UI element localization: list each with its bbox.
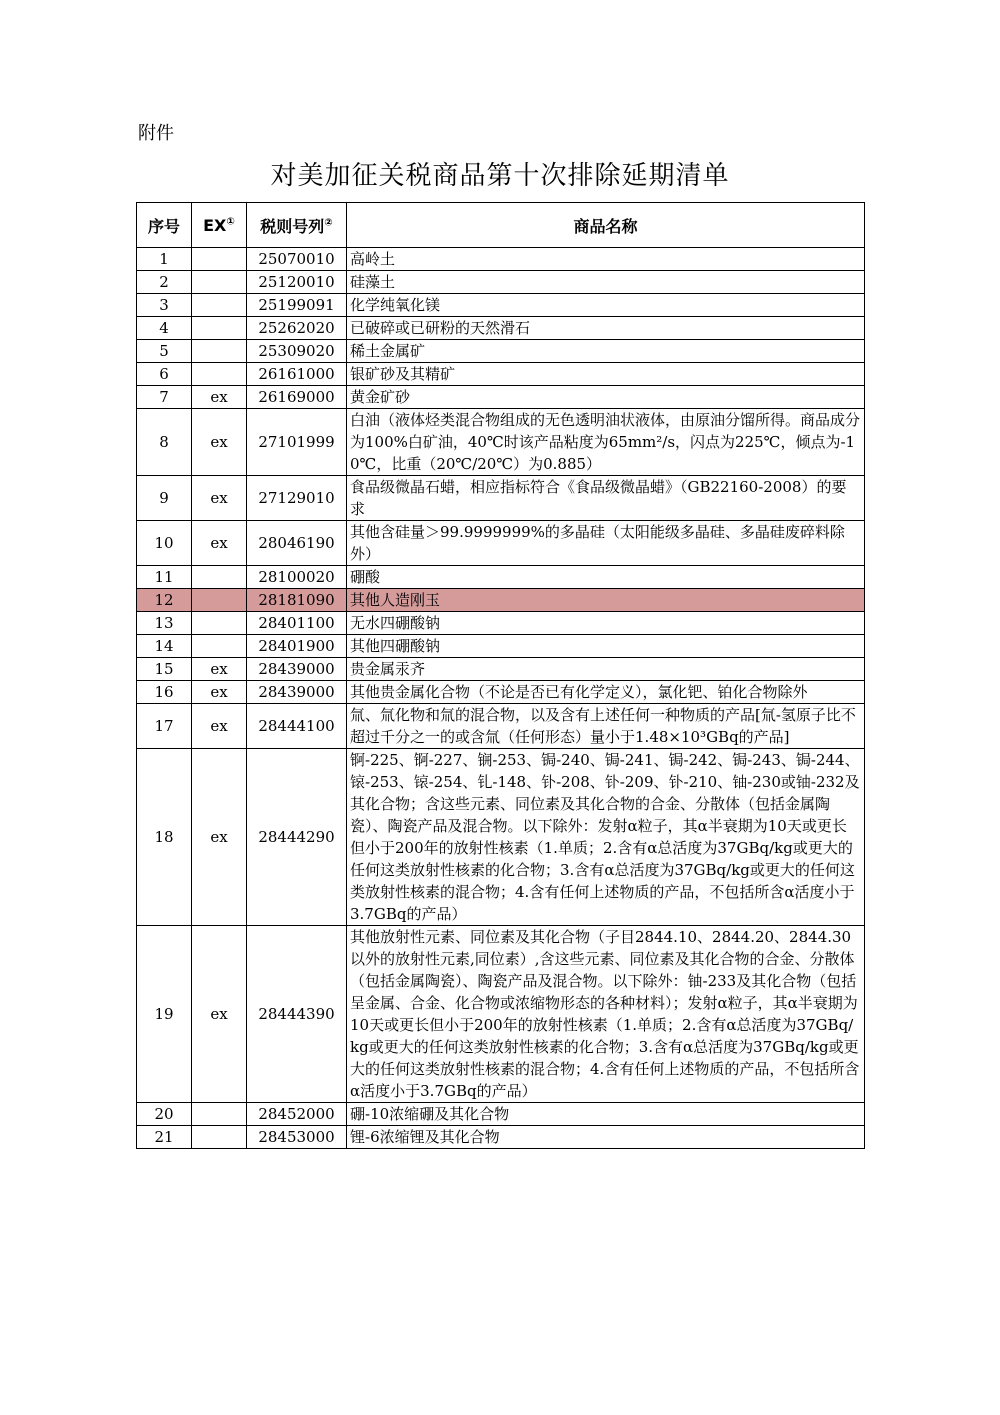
footnote-marker-2: ②	[324, 217, 333, 229]
cell-ex: ex	[192, 521, 247, 566]
cell-code: 25199091	[247, 294, 347, 317]
table-row	[137, 1126, 865, 1149]
cell-ex	[192, 317, 247, 340]
cell-name: 其他贵金属化合物（不论是否已有化学定义），氯化钯、铂化合物除外	[347, 681, 865, 704]
table-row	[137, 521, 865, 566]
cell-no: 20	[137, 1103, 192, 1126]
cell-ex: ex	[192, 681, 247, 704]
cell-ex	[192, 589, 247, 612]
cell-no: 10	[137, 521, 192, 566]
table-row	[137, 658, 865, 681]
cell-code: 28444290	[247, 749, 347, 926]
cell-code: 28444100	[247, 704, 347, 749]
cell-no: 18	[137, 749, 192, 926]
cell-ex: ex	[192, 476, 247, 521]
cell-name: 硼酸	[347, 566, 865, 589]
table-row	[137, 681, 865, 704]
cell-ex: ex	[192, 386, 247, 409]
cell-code: 28452000	[247, 1103, 347, 1126]
cell-ex	[192, 363, 247, 386]
cell-code: 26161000	[247, 363, 347, 386]
column-header-name-label: 商品名称	[573, 216, 638, 236]
table-row	[137, 566, 865, 589]
cell-code: 28046190	[247, 521, 347, 566]
table-row	[137, 1103, 865, 1126]
cell-name: 其他含硅量＞99.9999999%的多晶硅（太阳能级多晶硅、多晶硅废碎料除外）	[347, 521, 865, 566]
cell-ex: ex	[192, 704, 247, 749]
cell-no: 8	[137, 409, 192, 476]
table-header	[137, 203, 865, 248]
cell-ex: ex	[192, 409, 247, 476]
table-row	[137, 635, 865, 658]
cell-ex	[192, 248, 247, 271]
cell-name: 贵金属汞齐	[347, 658, 865, 681]
cell-name: 白油（液体烃类混合物组成的无色透明油状液体，由原油分馏所得。商品成分为100%白矿油，40℃时该产品粘度为65mm²/s，闪点为225℃，倾点为-10℃，比重（20℃/20℃）为0.885）	[347, 409, 865, 476]
cell-code: 28439000	[247, 658, 347, 681]
table-row	[137, 386, 865, 409]
cell-name: 氚、氚化物和氚的混合物，以及含有上述任何一种物质的产品[氚-氢原子比不超过千分之一的或含氚（任何形态）量小于1.48×10³GBq的产品]	[347, 704, 865, 749]
cell-no: 15	[137, 658, 192, 681]
cell-name: 已破碎或已研粉的天然滑石	[347, 317, 865, 340]
cell-name: 黄金矿砂	[347, 386, 865, 409]
cell-code: 28181090	[247, 589, 347, 612]
cell-ex	[192, 1103, 247, 1126]
cell-no: 19	[137, 926, 192, 1103]
cell-ex: ex	[192, 926, 247, 1103]
table-row	[137, 589, 865, 612]
cell-name: 锂-6浓缩锂及其化合物	[347, 1126, 865, 1149]
cell-code: 25120010	[247, 271, 347, 294]
cell-no: 3	[137, 294, 192, 317]
table-row	[137, 363, 865, 386]
cell-code: 27101999	[247, 409, 347, 476]
cell-code: 28401100	[247, 612, 347, 635]
cell-no: 7	[137, 386, 192, 409]
cell-ex	[192, 1126, 247, 1149]
cell-no: 13	[137, 612, 192, 635]
cell-name: 高岭土	[347, 248, 865, 271]
cell-code: 28401900	[247, 635, 347, 658]
cell-code: 25262020	[247, 317, 347, 340]
cell-name: 稀土金属矿	[347, 340, 865, 363]
column-header-ex	[192, 203, 247, 248]
document-title: 对美加征关税商品第十次排除延期清单	[270, 161, 730, 191]
column-header-name	[347, 203, 865, 248]
cell-no: 16	[137, 681, 192, 704]
cell-code: 26169000	[247, 386, 347, 409]
cell-ex	[192, 612, 247, 635]
cell-no: 17	[137, 704, 192, 749]
cell-name: 食品级微晶石蜡，相应指标符合《食品级微晶蜡》（GB22160-2008）的要求	[347, 476, 865, 521]
cell-no: 2	[137, 271, 192, 294]
attachment-label: 附件	[138, 123, 174, 144]
cell-name: 硼-10浓缩硼及其化合物	[347, 1103, 865, 1126]
cell-code: 25070010	[247, 248, 347, 271]
column-header-no	[137, 203, 192, 248]
cell-ex: ex	[192, 658, 247, 681]
table-row	[137, 294, 865, 317]
column-header-code	[247, 203, 347, 248]
cell-ex: ex	[192, 749, 247, 926]
cell-code: 28100020	[247, 566, 347, 589]
cell-name: 无水四硼酸钠	[347, 612, 865, 635]
cell-no: 11	[137, 566, 192, 589]
table-row	[137, 248, 865, 271]
table-row	[137, 271, 865, 294]
cell-name: 其他四硼酸钠	[347, 635, 865, 658]
cell-name: 锕-225、锕-227、锎-253、锔-240、锔-241、锔-242、锔-243、锔-244、锿-253、锿-254、钆-148、钋-208、钋-209、钋-210、铀-230或铀-232及其化合物；含这些元素、同位素及其化合物的合金、分散体（包括金属陶瓷）、陶瓷产品及混合物。以下除外：发射α粒子，其α半衰期为10天或更长但小于200年的放射性核素（1.单质；2.含有α总活度为37GBq/kg或更大的任何这类放射性核素的化合物；3.含有α总活度为37GBq/kg或更大的任何这类放射性核素的混合物；4.含有任何上述物质的产品，不包括所含α活度小于3.7GBq的产品）	[347, 749, 865, 926]
cell-no: 12	[137, 589, 192, 612]
column-header-ex-label: EX	[203, 215, 227, 235]
cell-name: 银矿砂及其精矿	[347, 363, 865, 386]
tariff-exclusion-table	[136, 202, 865, 1149]
cell-no: 9	[137, 476, 192, 521]
cell-code: 25309020	[247, 340, 347, 363]
column-header-no-label: 序号	[147, 216, 180, 236]
cell-ex	[192, 294, 247, 317]
column-header-code-label: 税则号列	[260, 216, 325, 236]
cell-ex	[192, 635, 247, 658]
cell-name: 其他人造刚玉	[347, 589, 865, 612]
cell-name: 其他放射性元素、同位素及其化合物（子目2844.10、2844.20、2844.30以外的放射性元素,同位素）,含这些元素、同位素及其化合物的合金、分散体（包括金属陶瓷）、陶瓷产品及混合物。以下除外：铀-233及其化合物（包括呈金属、合金、化合物或浓缩物形态的各种材料）；发射α粒子，其α半衰期为10天或更长但小于200年的放射性核素（1.单质；2.含有α总活度为37GBq/kg或更大的任何这类放射性核素的化合物；3.含有α总活度为37GBq/kg或更大的任何这类放射性核素的混合物；4.含有任何上述物质的产品，不包括所含α活度小于3.7GBq的产品）	[347, 926, 865, 1103]
cell-code: 28444390	[247, 926, 347, 1103]
cell-ex	[192, 566, 247, 589]
table-row	[137, 749, 865, 926]
cell-no: 1	[137, 248, 192, 271]
table-row	[137, 926, 865, 1103]
cell-name: 硅藻土	[347, 271, 865, 294]
cell-code: 28439000	[247, 681, 347, 704]
cell-name: 化学纯氧化镁	[347, 294, 865, 317]
table-row	[137, 317, 865, 340]
cell-no: 4	[137, 317, 192, 340]
cell-code: 27129010	[247, 476, 347, 521]
table-row	[137, 704, 865, 749]
table-body	[137, 248, 865, 1149]
cell-no: 6	[137, 363, 192, 386]
footnote-marker-1: ①	[226, 216, 235, 228]
cell-no: 14	[137, 635, 192, 658]
table-row	[137, 476, 865, 521]
table-row	[137, 340, 865, 363]
cell-ex	[192, 340, 247, 363]
table-row	[137, 409, 865, 476]
cell-ex	[192, 271, 247, 294]
cell-code: 28453000	[247, 1126, 347, 1149]
table-header-row	[137, 203, 865, 248]
cell-no: 5	[137, 340, 192, 363]
table-row	[137, 612, 865, 635]
cell-no: 21	[137, 1126, 192, 1149]
